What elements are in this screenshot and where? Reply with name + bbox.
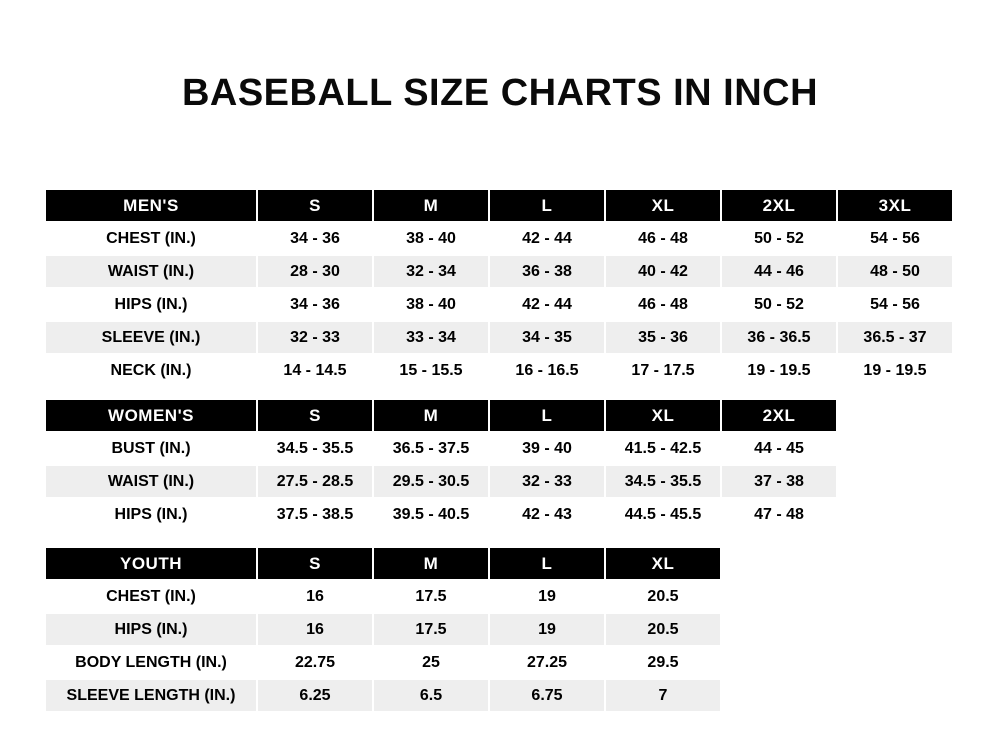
table-cell: 36 - 36.5 bbox=[721, 321, 837, 354]
table-row bbox=[45, 646, 721, 679]
table-cell: 28 - 30 bbox=[257, 255, 373, 288]
row-header: BUST (IN.) bbox=[45, 432, 257, 465]
womens-size-table bbox=[44, 398, 838, 532]
table-row bbox=[45, 613, 721, 646]
table-cell: 38 - 40 bbox=[373, 288, 489, 321]
column-header: L bbox=[489, 189, 605, 222]
table-cell: 32 - 33 bbox=[489, 465, 605, 498]
table-cell: 25 bbox=[373, 646, 489, 679]
table-cell: 20.5 bbox=[605, 580, 721, 613]
row-header: HIPS (IN.) bbox=[45, 288, 257, 321]
column-header: XL bbox=[605, 547, 721, 580]
table-row bbox=[45, 354, 953, 387]
table-cell: 19 - 19.5 bbox=[721, 354, 837, 387]
table-header-row bbox=[45, 189, 953, 222]
table-cell: 36.5 - 37 bbox=[837, 321, 953, 354]
table-row bbox=[45, 321, 953, 354]
table-cell: 27.5 - 28.5 bbox=[257, 465, 373, 498]
column-header: S bbox=[257, 547, 373, 580]
table-cell: 40 - 42 bbox=[605, 255, 721, 288]
column-header: S bbox=[257, 399, 373, 432]
table-cell: 38 - 40 bbox=[373, 222, 489, 255]
row-header: WAIST (IN.) bbox=[45, 255, 257, 288]
youth-size-table bbox=[44, 546, 722, 713]
row-header: NECK (IN.) bbox=[45, 354, 257, 387]
table-cell: 32 - 34 bbox=[373, 255, 489, 288]
table-cell: 7 bbox=[605, 679, 721, 712]
table-cell: 34 - 36 bbox=[257, 288, 373, 321]
table-cell: 46 - 48 bbox=[605, 288, 721, 321]
table-cell: 19 - 19.5 bbox=[837, 354, 953, 387]
table-cell: 34.5 - 35.5 bbox=[257, 432, 373, 465]
table-header-row bbox=[45, 547, 721, 580]
column-header: S bbox=[257, 189, 373, 222]
column-header: YOUTH bbox=[45, 547, 257, 580]
row-header: CHEST (IN.) bbox=[45, 580, 257, 613]
table-cell: 15 - 15.5 bbox=[373, 354, 489, 387]
table-cell: 34.5 - 35.5 bbox=[605, 465, 721, 498]
column-header: WOMEN'S bbox=[45, 399, 257, 432]
table-cell: 35 - 36 bbox=[605, 321, 721, 354]
table-row bbox=[45, 580, 721, 613]
table-cell: 17.5 bbox=[373, 580, 489, 613]
table-cell: 50 - 52 bbox=[721, 222, 837, 255]
table-row bbox=[45, 679, 721, 712]
row-header: CHEST (IN.) bbox=[45, 222, 257, 255]
table-cell: 44 - 45 bbox=[721, 432, 837, 465]
table-cell: 34 - 35 bbox=[489, 321, 605, 354]
row-header: WAIST (IN.) bbox=[45, 465, 257, 498]
table-cell: 54 - 56 bbox=[837, 222, 953, 255]
table-row bbox=[45, 288, 953, 321]
table-cell: 6.75 bbox=[489, 679, 605, 712]
column-header: M bbox=[373, 547, 489, 580]
table-cell: 42 - 44 bbox=[489, 222, 605, 255]
column-header: 2XL bbox=[721, 399, 837, 432]
table-cell: 29.5 bbox=[605, 646, 721, 679]
table-row bbox=[45, 432, 837, 465]
column-header: XL bbox=[605, 399, 721, 432]
table-cell: 50 - 52 bbox=[721, 288, 837, 321]
column-header: 3XL bbox=[837, 189, 953, 222]
table-cell: 14 - 14.5 bbox=[257, 354, 373, 387]
column-header: L bbox=[489, 547, 605, 580]
table-cell: 27.25 bbox=[489, 646, 605, 679]
table-cell: 19 bbox=[489, 580, 605, 613]
table-cell: 37.5 - 38.5 bbox=[257, 498, 373, 531]
column-header: M bbox=[373, 399, 489, 432]
table-cell: 48 - 50 bbox=[837, 255, 953, 288]
table-cell: 44 - 46 bbox=[721, 255, 837, 288]
mens-size-table bbox=[44, 188, 954, 388]
table-cell: 44.5 - 45.5 bbox=[605, 498, 721, 531]
page-title: BASEBALL SIZE CHARTS IN INCH bbox=[181, 72, 819, 114]
row-header: SLEEVE (IN.) bbox=[45, 321, 257, 354]
column-header: 2XL bbox=[721, 189, 837, 222]
table-cell: 39 - 40 bbox=[489, 432, 605, 465]
row-header: HIPS (IN.) bbox=[45, 613, 257, 646]
table-cell: 17.5 bbox=[373, 613, 489, 646]
table-cell: 34 - 36 bbox=[257, 222, 373, 255]
table-cell: 16 bbox=[257, 613, 373, 646]
table-cell: 29.5 - 30.5 bbox=[373, 465, 489, 498]
table-cell: 41.5 - 42.5 bbox=[605, 432, 721, 465]
row-header: BODY LENGTH (IN.) bbox=[45, 646, 257, 679]
table-cell: 37 - 38 bbox=[721, 465, 837, 498]
table-row bbox=[45, 498, 837, 531]
table-cell: 16 bbox=[257, 580, 373, 613]
table-cell: 20.5 bbox=[605, 613, 721, 646]
table-cell: 6.5 bbox=[373, 679, 489, 712]
table-cell: 32 - 33 bbox=[257, 321, 373, 354]
column-header: M bbox=[373, 189, 489, 222]
table-cell: 19 bbox=[489, 613, 605, 646]
table-cell: 46 - 48 bbox=[605, 222, 721, 255]
table-cell: 22.75 bbox=[257, 646, 373, 679]
column-header: MEN'S bbox=[45, 189, 257, 222]
table-cell: 42 - 43 bbox=[489, 498, 605, 531]
table-row bbox=[45, 255, 953, 288]
column-header: L bbox=[489, 399, 605, 432]
table-cell: 33 - 34 bbox=[373, 321, 489, 354]
table-header-row bbox=[45, 399, 837, 432]
table-cell: 16 - 16.5 bbox=[489, 354, 605, 387]
table-row bbox=[45, 465, 837, 498]
table-cell: 54 - 56 bbox=[837, 288, 953, 321]
row-header: SLEEVE LENGTH (IN.) bbox=[45, 679, 257, 712]
column-header: XL bbox=[605, 189, 721, 222]
table-cell: 47 - 48 bbox=[721, 498, 837, 531]
table-cell: 6.25 bbox=[257, 679, 373, 712]
table-cell: 39.5 - 40.5 bbox=[373, 498, 489, 531]
table-row bbox=[45, 222, 953, 255]
table-cell: 17 - 17.5 bbox=[605, 354, 721, 387]
table-cell: 36 - 38 bbox=[489, 255, 605, 288]
row-header: HIPS (IN.) bbox=[45, 498, 257, 531]
table-cell: 42 - 44 bbox=[489, 288, 605, 321]
table-cell: 36.5 - 37.5 bbox=[373, 432, 489, 465]
